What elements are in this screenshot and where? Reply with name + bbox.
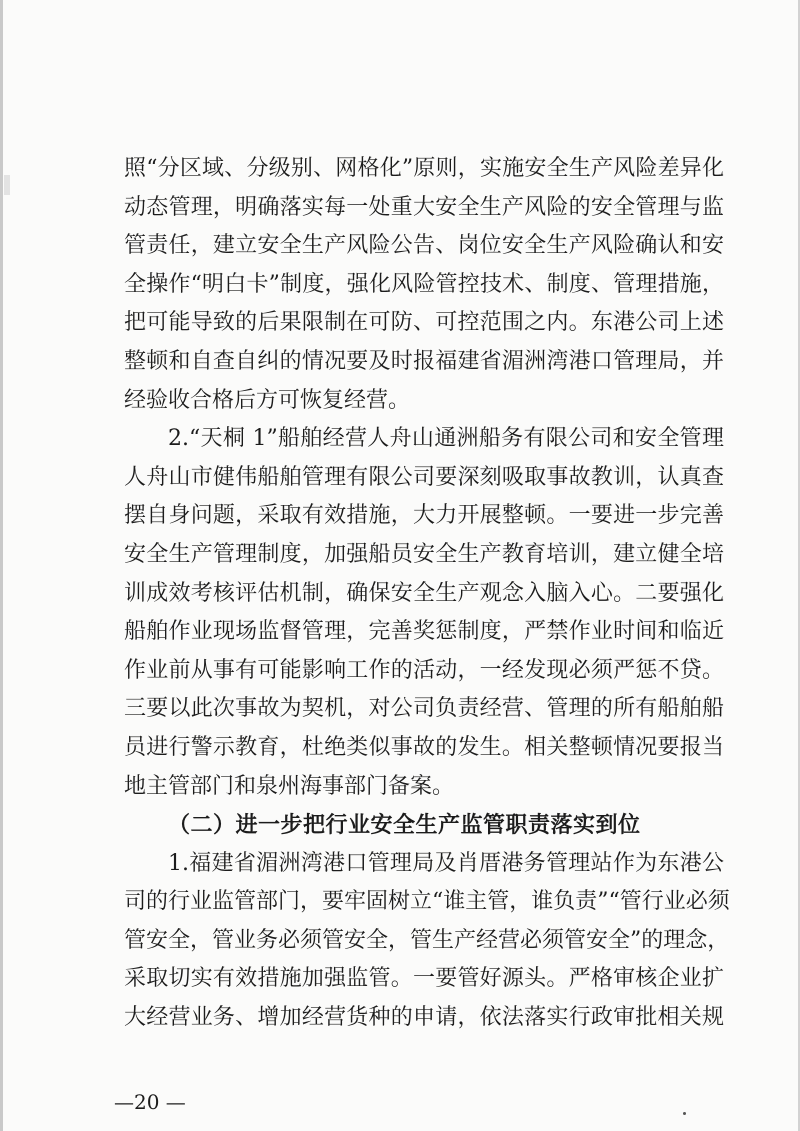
text-line: 1.福建省湄洲湾港口管理局及肖厝港务管理站作为东港公	[168, 850, 724, 876]
text-line: 全操作“明白卡”制度，强化风险管控技术、制度、管理措施，	[124, 271, 724, 297]
text-line: 经验收合格后方可恢复经营。	[124, 387, 411, 413]
text-line: 采取切实有效措施加强监管。一要管好源头。严格审核企业扩	[124, 966, 724, 992]
scan-speck	[683, 1112, 686, 1115]
text-line: 司的行业监管部门，要牢固树立“谁主管，谁负责”“管行业必须	[124, 889, 730, 915]
text-line: 摆自身问题，采取有效措施，大力开展整顿。一要进一步完善	[124, 503, 724, 529]
text-line: 把可能导致的后果限制在可防、可控范围之内。东港公司上述	[124, 310, 724, 336]
page-edge-left	[0, 0, 3, 1131]
scan-mark	[4, 175, 10, 195]
text-line: 作业前从事有可能影响工作的活动，一经发现必须严惩不贷。	[124, 657, 724, 683]
body-text	[124, 150, 730, 1038]
text-line: 三要以此次事故为契机，对公司负责经营、管理的所有船舶船	[124, 696, 724, 722]
text-line: 照“分区域、分级别、网格化”原则，实施安全生产风险差异化	[124, 156, 724, 181]
text-line: 安全生产管理制度，加强船员安全生产教育培训，建立健全培	[124, 541, 724, 567]
text-line: 船舶作业现场监督管理，完善奖惩制度，严禁作业时间和临近	[124, 619, 724, 645]
text-line: 训成效考核评估机制，确保安全生产观念入脑入心。二要强化	[124, 580, 724, 606]
text-line: 动态管理，明确落实每一处重大安全生产风险的安全管理与监	[124, 194, 724, 220]
text-line: 人舟山市健伟船舶管理有限公司要深刻吸取事故教训，认真查	[124, 464, 724, 490]
page-number: —20 —	[114, 1090, 186, 1114]
section-heading: （二）进一步把行业安全生产监管职责落实到位	[168, 812, 641, 839]
text-line: 大经营业务、增加经营货种的申请，依法落实行政审批相关规	[124, 1005, 724, 1031]
text-line: 员进行警示教育，杜绝类似事故的发生。相关整顿情况要报当	[124, 734, 724, 760]
text-line: 2.“天桐 1”船舶经营人舟山通洲船务有限公司和安全管理	[168, 426, 724, 452]
text-line: 管安全，管业务必须管安全，管生产经营必须管安全”的理念，	[124, 927, 730, 953]
text-line: 地主管部门和泉州海事部门备案。	[124, 773, 455, 799]
text-line: 整顿和自查自纠的情况要及时报福建省湄洲湾港口管理局，并	[124, 348, 724, 374]
text-line: 管责任，建立安全生产风险公告、岗位安全生产风险确认和安	[124, 233, 724, 259]
